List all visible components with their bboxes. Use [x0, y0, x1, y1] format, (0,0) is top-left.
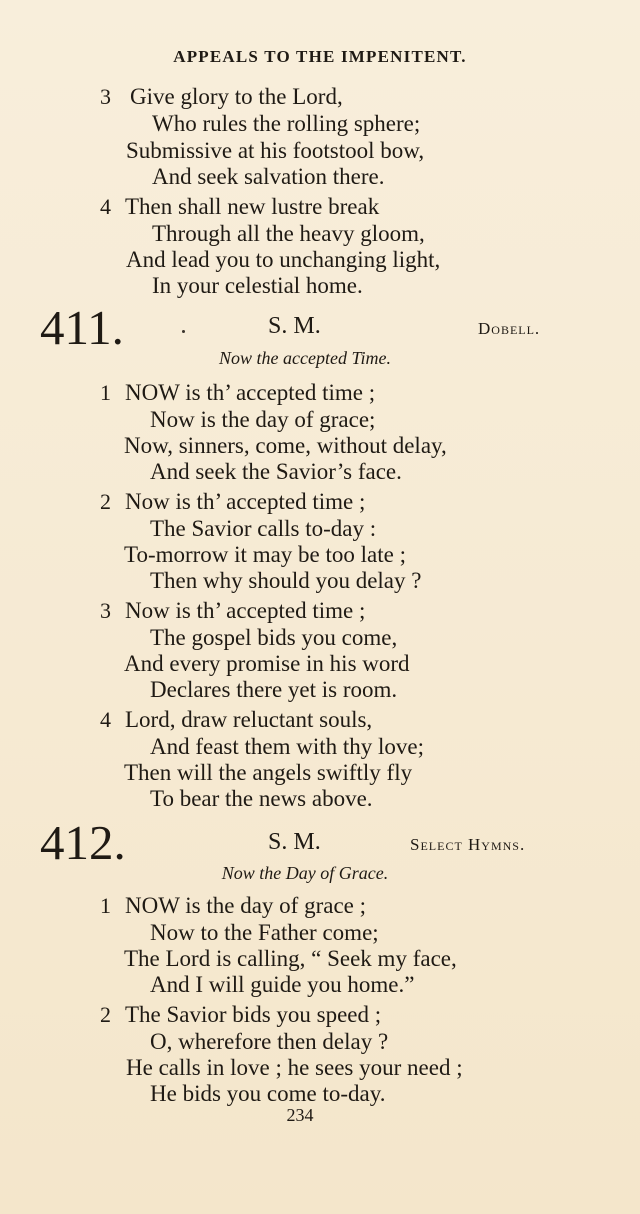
page-number: 234 [286, 1105, 314, 1125]
verse-line: To-morrow it may be too late ; [124, 542, 406, 567]
hymn-title: Now the accepted Time. [219, 348, 391, 368]
verse-line: Now is th’ accepted time ; [125, 489, 366, 514]
verse-number: 1 [100, 380, 111, 405]
verse-line: In your celestial home. [152, 273, 363, 298]
verse-line: Who rules the rolling sphere; [152, 111, 421, 136]
verse-line: And seek salvation there. [152, 164, 385, 189]
verse-line: He bids you come to-day. [150, 1081, 386, 1106]
verse-line: O, wherefore then delay ? [150, 1029, 389, 1054]
verse-line: He calls in love ; he sees your need ; [126, 1055, 463, 1080]
verse-line: Then shall new lustre break [125, 194, 380, 219]
verse-line: Then will the angels swiftly fly [124, 760, 413, 785]
verse-line: And seek the Savior’s face. [150, 459, 402, 484]
verse-line: And every promise in his word [124, 651, 410, 676]
verse-number: 2 [100, 1002, 111, 1027]
verse-line: NOW is th’ accepted time ; [125, 380, 376, 405]
verse-line: Now, sinners, come, without delay, [124, 433, 447, 458]
verse-line: Lord, draw reluctant souls, [125, 707, 373, 732]
verse-line: Then why should you delay ? [150, 568, 422, 593]
verse-line: The Lord is calling, “ Seek my face, [124, 946, 457, 971]
verse-line: Now is the day of grace; [150, 407, 376, 432]
verse-number: 3 [100, 84, 111, 109]
verse-line: The Savior calls to-day : [150, 516, 377, 541]
verse-number: 1 [100, 893, 111, 918]
verse-line: Give glory to the Lord, [130, 84, 343, 109]
verse-number: 2 [100, 489, 111, 514]
verse-line: Now to the Father come; [150, 920, 379, 945]
verse-line: Now is th’ accepted time ; [125, 598, 366, 623]
meter-label: S. M. [268, 829, 321, 855]
verse-number: 4 [100, 194, 111, 219]
verse-line: And feast them with thy love; [150, 734, 425, 759]
verse-line: And I will guide you home.” [150, 972, 415, 997]
verse-line: Through all the heavy gloom, [152, 221, 425, 246]
verse-line: The Savior bids you speed ; [125, 1002, 382, 1027]
verse-line: To bear the news above. [150, 786, 373, 811]
verse-line: The gospel bids you come, [150, 625, 398, 650]
verse-number: 4 [100, 707, 111, 732]
hymn-number-412: 412. [40, 815, 126, 870]
separator-dot [182, 330, 185, 333]
verse-line: Declares there yet is room. [150, 677, 398, 702]
hymn-title: Now the Day of Grace. [221, 863, 389, 883]
composer-name: Dobell. [478, 319, 541, 338]
verse-line: NOW is the day of grace ; [125, 893, 366, 918]
verse-line: Submissive at his footstool bow, [126, 138, 425, 163]
verse-line: And lead you to unchanging light, [126, 247, 441, 272]
running-header: APPEALS TO THE IMPENITENT. [173, 47, 467, 66]
composer-name: Select Hymns. [410, 835, 526, 854]
hymn-number-411: 411. [40, 300, 124, 355]
meter-label: S. M. [268, 313, 321, 339]
verse-number: 3 [100, 598, 111, 623]
